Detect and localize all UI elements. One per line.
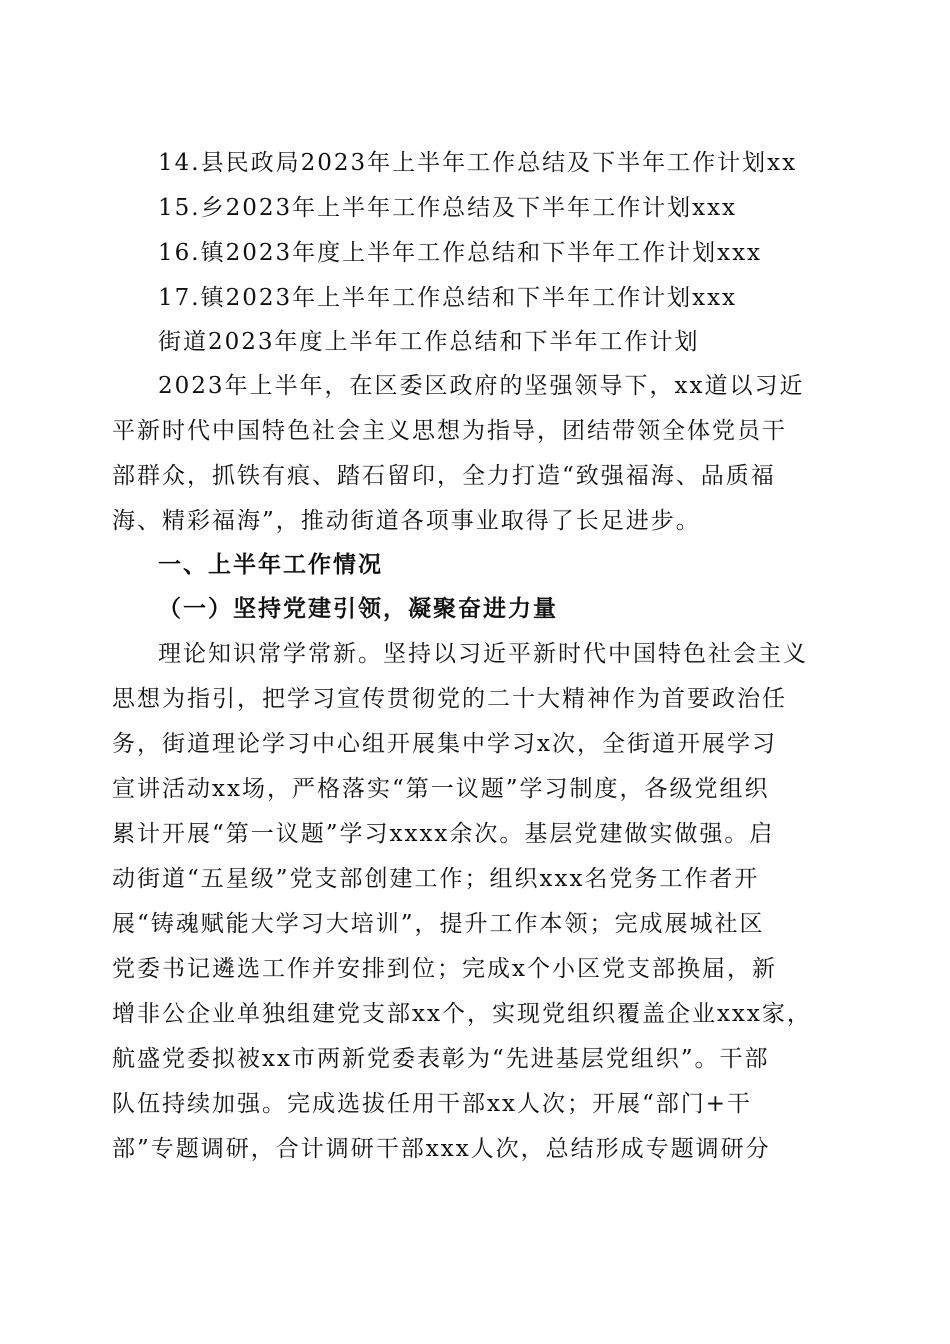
body-line: 思想为指引，把学习宣传贯彻党的二十大精神作为首要政治任 [112,686,787,712]
body-line: 务，街道理论学习中心组开展集中学习x次，全街道开展学习 [112,731,777,757]
body-line: 部”专题调研，合计调研干部xxx人次，总结形成专题调研分 [112,1136,771,1162]
body-line: 党委书记遴选工作并安排到位；完成x个小区党支部换届，新 [112,956,777,982]
list-item: 14.县民政局2023年上半年工作总结及下半年工作计划xx [158,150,798,176]
intro-line: 部群众，抓铁有痕、踏石留印，全力打造“致强福海、品质福 [112,463,776,489]
intro-line: 平新时代中国特色社会主义思想为指导，团结带领全体党员干 [112,418,787,444]
document-title: 街道2023年度上半年工作总结和下半年工作计划 [158,329,700,355]
body-line: 理论知识常学常新。坚持以习近平新时代中国特色社会主义 [158,641,808,667]
subsection-heading: （一）坚持党建引领，凝聚奋进力量 [158,596,558,622]
body-line: 累计开展“第一议题”学习xxxx余次。基层党建做实做强。启 [112,821,775,847]
intro-line: 2023年上半年，在区委区政府的坚强领导下，xx道以习近 [158,373,805,399]
intro-line: 海、精彩福海”，推动街道各项事业取得了长足进步。 [112,508,701,534]
body-line: 宣讲活动xx场，严格落实“第一议题”学习制度，各级党组织 [112,776,770,802]
body-line: 航盛党委拟被xx市两新党委表彰为“先进基层党组织”。干部 [112,1046,770,1072]
list-item: 16.镇2023年度上半年工作总结和下半年工作计划xxx [158,240,763,266]
list-item: 15.乡2023年上半年工作总结及下半年工作计划xxx [158,195,738,221]
list-item: 17.镇2023年上半年工作总结和下半年工作计划xxx [158,285,738,311]
body-line: 增非公企业单独组建党支部xx个，实现党组织覆盖企业xxx家， [112,1001,812,1027]
section-heading: 一、上半年工作情况 [158,552,383,578]
body-line: 队伍持续加强。完成选拔任用干部xx人次；开展“部门+干 [112,1091,752,1117]
body-line: 展“铸魂赋能大学习大培训”，提升工作本领；完成展城社区 [112,911,765,937]
body-line: 动街道“五星级”党支部创建工作；组织xxx名党务工作者开 [112,866,760,892]
